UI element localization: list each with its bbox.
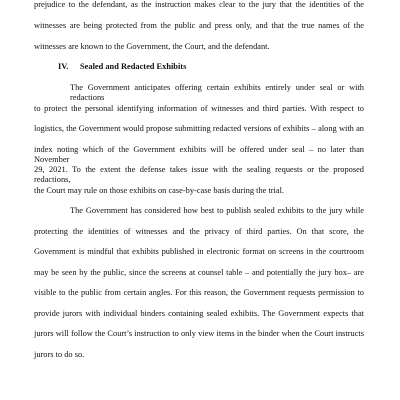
para1-line-2: to protect the personal identifying information of witnesses and third parties. With respect to xyxy=(34,104,364,113)
para2-line-8: jurors to do so. xyxy=(34,350,85,359)
para1-line-5: 29, 2021. To the extent the defense takes issue with the sealing requests or the proposed redactions, xyxy=(34,165,364,184)
para1-line-4: index noting which of the Government exhibits will be offered under seal – no later than November xyxy=(34,145,364,164)
intro-line-3: witnesses are known to the Government, the Court, and the defendant. xyxy=(34,42,270,51)
para2-line-5: visible to the public from certain angles. For this reason, the Government requests permission to xyxy=(34,288,364,297)
intro-line-1: prejudice to the defendant, as the instruction makes clear to the jury that the identities of the xyxy=(34,0,364,9)
para1-line-1: The Government anticipates offering certain exhibits entirely under seal or with redactions xyxy=(70,83,364,102)
para1-line-6: the Court may rule on those exhibits on case-by-case basis during the trial. xyxy=(34,186,285,195)
para2-line-1: The Government has considered how best to publish sealed exhibits to the jury while xyxy=(70,206,364,215)
para2-line-6: provide jurors with individual binders containing sealed exhibits. The Government expects that xyxy=(34,309,364,318)
section-title: Sealed and Redacted Exhibits xyxy=(80,62,187,71)
section-number: IV. xyxy=(58,62,69,71)
para1-line-3: logistics, the Government would propose submitting redacted versions of exhibits – along with an xyxy=(34,124,364,133)
para2-line-7: jurors will follow the Court’s instruction to only view items in the binder when the Court instructs xyxy=(34,329,364,338)
intro-line-2: witnesses are being protected from the public and press only, and that the true names of the xyxy=(34,21,364,30)
para2-line-4: may be seen by the public, since the screens at counsel table – and potentially the jury box– are xyxy=(34,268,364,277)
para2-line-3: Government is mindful that exhibits published in electronic format on screens in the courtroom xyxy=(34,247,364,256)
para2-line-2: protecting the identities of witnesses and the privacy of third parties. On that score, the xyxy=(34,227,364,236)
